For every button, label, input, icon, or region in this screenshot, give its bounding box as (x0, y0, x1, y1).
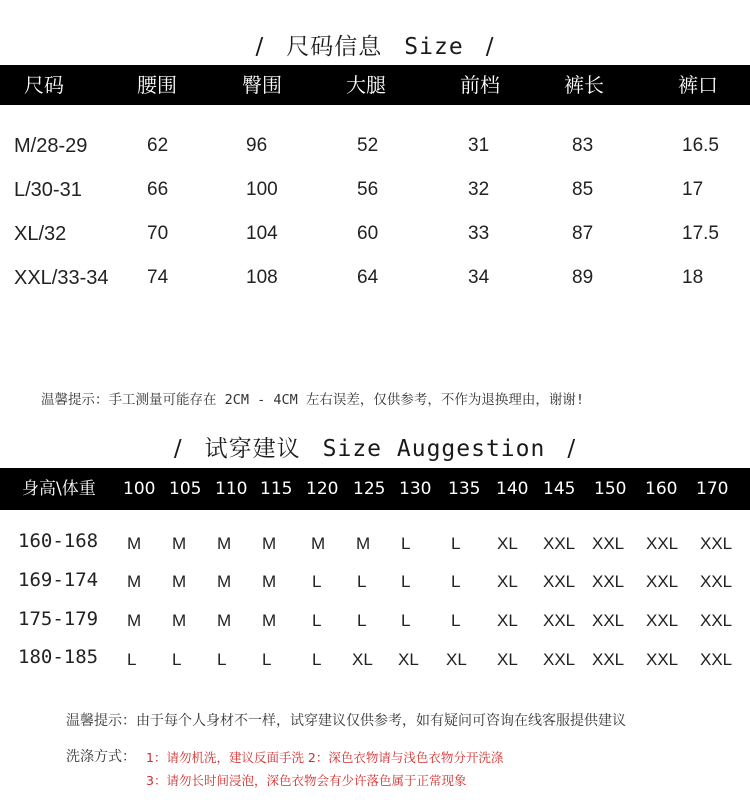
size-value: 34 (468, 267, 490, 288)
weight-header: 130 (399, 479, 432, 499)
weight-header: 145 (543, 479, 576, 499)
fit-title-en: Size Auggestion (322, 436, 546, 462)
fit-size: XL (497, 611, 518, 630)
fit-size: L (217, 650, 227, 669)
fit-size: L (401, 534, 411, 553)
size-value: 87 (572, 223, 594, 244)
fit-size: XXL (646, 650, 679, 669)
fit-size: XL (497, 534, 518, 553)
fit-size: XXL (543, 534, 576, 553)
fit-size: L (262, 650, 272, 669)
weight-header: 150 (594, 479, 627, 499)
fit-size: M (127, 534, 142, 553)
size-label: XL/32 (14, 223, 67, 245)
size-value: 83 (572, 135, 594, 156)
fit-size: XL (446, 650, 467, 669)
size-header-cell: 裤长 (564, 73, 604, 97)
fit-size: XXL (646, 534, 679, 553)
fit-size: XXL (543, 611, 576, 630)
fit-size: M (311, 534, 326, 553)
fit-size: M (356, 534, 371, 553)
size-label: L/30-31 (14, 179, 82, 201)
weight-header: 115 (260, 479, 293, 499)
size-table-row (0, 256, 750, 300)
size-value: 33 (468, 223, 490, 244)
height-label: 180-185 (18, 646, 99, 668)
fit-size: XXL (592, 572, 625, 591)
weight-header: 160 (645, 479, 678, 499)
weight-header: 110 (215, 479, 248, 499)
size-value: 52 (357, 135, 379, 156)
size-value: 62 (147, 135, 169, 156)
fit-table-header (0, 468, 750, 510)
fit-table-row (0, 600, 750, 638)
fit-size: XL (497, 650, 518, 669)
fit-table-row (0, 561, 750, 599)
size-value: 17 (682, 179, 704, 200)
fit-size: M (262, 611, 277, 630)
size-value: 60 (357, 223, 379, 244)
fit-size: XXL (592, 534, 625, 553)
fit-title-cn: 试穿建议 (204, 436, 301, 462)
size-value: 70 (147, 223, 169, 244)
size-table-header (0, 65, 750, 105)
fit-size: XXL (592, 611, 625, 630)
title-slash-right: / (485, 34, 495, 60)
fit-size: M (217, 611, 232, 630)
weight-header: 105 (169, 479, 202, 499)
fit-size: M (217, 572, 232, 591)
fit-size: M (172, 534, 187, 553)
size-section-title (0, 28, 750, 61)
fit-size: XL (352, 650, 373, 669)
fit-size: XXL (543, 572, 576, 591)
fit-size: L (172, 650, 182, 669)
fit-size: L (312, 650, 322, 669)
weight-header: 125 (353, 479, 386, 499)
size-value: 32 (468, 179, 490, 200)
fit-size: L (451, 611, 461, 630)
size-value: 108 (246, 267, 278, 288)
fit-size: M (172, 611, 187, 630)
size-value: 104 (246, 223, 278, 244)
title-slash-right: / (567, 436, 577, 462)
weight-header: 140 (496, 479, 529, 499)
fit-size: XXL (700, 572, 733, 591)
fit-size: M (127, 572, 142, 591)
fit-size: XXL (646, 611, 679, 630)
size-value: 85 (572, 179, 594, 200)
fit-size: L (401, 611, 411, 630)
fit-size: XXL (646, 572, 679, 591)
fit-size: M (217, 534, 232, 553)
size-header-cell: 前档 (460, 73, 500, 97)
size-header-cell: 裤口 (678, 73, 718, 97)
size-value: 31 (468, 135, 490, 156)
size-value: 96 (246, 135, 268, 156)
fit-size: L (451, 572, 461, 591)
weight-header: 120 (306, 479, 339, 499)
fit-size: XXL (543, 650, 576, 669)
fit-header-label: 身高\体重 (22, 479, 96, 499)
size-title-en: Size (404, 34, 464, 60)
size-value: 16.5 (682, 135, 719, 156)
fit-size: L (401, 572, 411, 591)
size-title-cn: 尺码信息 (286, 34, 383, 60)
weight-header: 100 (123, 479, 156, 499)
size-value: 66 (147, 179, 169, 200)
size-value: 64 (357, 267, 379, 288)
size-label: XXL/33-34 (14, 267, 109, 289)
size-header-cell: 臀围 (242, 73, 282, 97)
fit-table-row (0, 522, 750, 560)
fit-size: XXL (592, 650, 625, 669)
fit-size: M (127, 611, 142, 630)
size-header-cell: 大腿 (346, 73, 386, 97)
fit-table-row (0, 638, 750, 676)
title-slash-left: / (173, 436, 183, 462)
fit-note: 温馨提示：由于每个人身材不一样，试穿建议仅供参考，如有疑问可咨询在线客服提供建议 (66, 713, 626, 729)
measure-note: 温馨提示：手工测量可能存在 2CM - 4CM 左右误差，仅供参考，不作为退换理由，谢谢! (41, 392, 585, 408)
fit-size: M (262, 534, 277, 553)
fit-size: L (127, 650, 137, 669)
size-label: M/28-29 (14, 135, 88, 157)
wash-label: 洗涤方式： (66, 749, 136, 765)
height-label: 160-168 (18, 530, 99, 552)
weight-header: 170 (696, 479, 729, 499)
size-value: 100 (246, 179, 278, 200)
fit-section-title (0, 430, 750, 463)
fit-size: XXL (700, 611, 733, 630)
wash-line-2: 3：请勿长时间浸泡，深色衣物会有少许落色属于正常现象 (146, 773, 467, 788)
weight-header: 135 (448, 479, 481, 499)
size-value: 56 (357, 179, 379, 200)
title-slash-left: / (255, 34, 265, 60)
fit-size: L (312, 611, 322, 630)
fit-size: XL (497, 572, 518, 591)
size-value: 17.5 (682, 223, 719, 244)
size-value: 18 (682, 267, 704, 288)
size-header-cell: 尺码 (24, 73, 64, 97)
size-table-row (0, 124, 750, 168)
size-header-cell: 腰围 (137, 73, 177, 97)
wash-line-1: 1：请勿机洗，建议反面手洗 2：深色衣物请与浅色衣物分开洗涤 (146, 750, 504, 765)
height-label: 169-174 (18, 569, 99, 591)
size-table-row (0, 168, 750, 212)
fit-size: L (312, 572, 322, 591)
size-table-row (0, 212, 750, 256)
size-value: 89 (572, 267, 594, 288)
fit-size: XL (398, 650, 419, 669)
fit-size: M (172, 572, 187, 591)
fit-size: XXL (700, 534, 733, 553)
height-label: 175-179 (18, 608, 99, 630)
fit-size: L (357, 611, 367, 630)
fit-size: L (451, 534, 461, 553)
fit-size: M (262, 572, 277, 591)
fit-size: L (357, 572, 367, 591)
size-value: 74 (147, 267, 169, 288)
fit-size: XXL (700, 650, 733, 669)
